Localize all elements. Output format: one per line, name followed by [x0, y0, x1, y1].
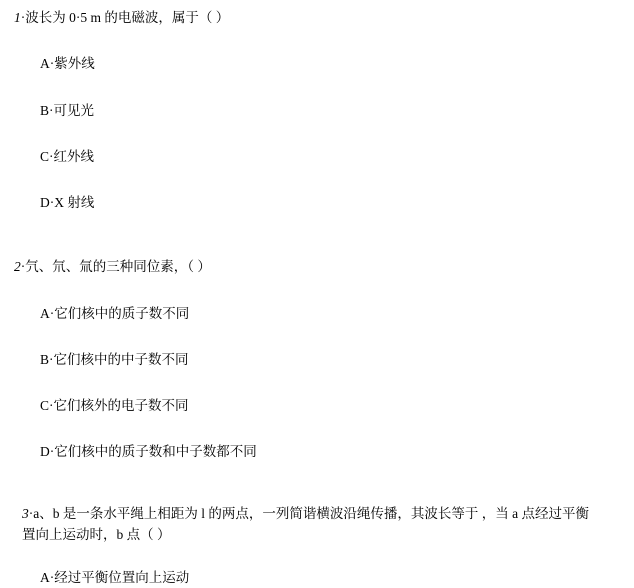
question-1-number: 1: [14, 10, 21, 25]
question-3: [0, 503, 634, 588]
question-2-option-d[interactable]: D·它们核中的质子数和中子数都不同: [40, 444, 257, 460]
spacer: [0, 370, 634, 396]
question-1-option-d[interactable]: D·X 射线: [40, 195, 95, 210]
question-3-stem: [0, 503, 634, 546]
question-1: [0, 8, 634, 213]
question-2-stem: [0, 257, 634, 277]
question-1-option-a[interactable]: A·紫外线: [40, 56, 95, 72]
spacer: [0, 239, 634, 257]
spacer: [0, 463, 634, 489]
spacer: [0, 278, 634, 304]
spacer: [0, 213, 634, 239]
question-3-text-line2: 置向上运动时，b 点（ ）: [22, 527, 171, 543]
top-spacer: [0, 0, 634, 8]
spacer: [0, 121, 634, 147]
question-2: [0, 257, 634, 462]
question-3-option-a[interactable]: A·经过平衡位置向上运动: [40, 569, 190, 585]
spacer: [0, 546, 634, 568]
spacer: [0, 324, 634, 350]
spacer: [0, 416, 634, 442]
question-2-option-c[interactable]: C·它们核外的电子数不同: [40, 398, 189, 413]
question-2-number: 2: [14, 259, 21, 275]
question-1-option-b[interactable]: B·可见光: [40, 102, 94, 118]
question-2-option-a[interactable]: A·它们核中的质子数不同: [40, 305, 190, 321]
question-3-number: 3: [22, 505, 29, 521]
question-2-text: ·氕、氘、氚的三种同位素，（ ）: [20, 259, 211, 275]
question-3-text-line1: ·a、b 是一条水平绳上相距为 l 的两点，一列简谐横波沿绳传播，其波长等于 ，当 a 点经过平衡: [28, 505, 589, 521]
spacer: [0, 75, 634, 101]
spacer: [0, 489, 634, 503]
spacer: [0, 28, 634, 54]
question-1-text: ·波长为 0·5 m 的电磁波，属于（ ）: [20, 10, 230, 25]
question-2-option-b[interactable]: B·它们核中的中子数不同: [40, 351, 189, 367]
question-1-option-c[interactable]: C·红外线: [40, 148, 94, 164]
spacer: [0, 167, 634, 193]
question-1-stem: [0, 8, 634, 28]
